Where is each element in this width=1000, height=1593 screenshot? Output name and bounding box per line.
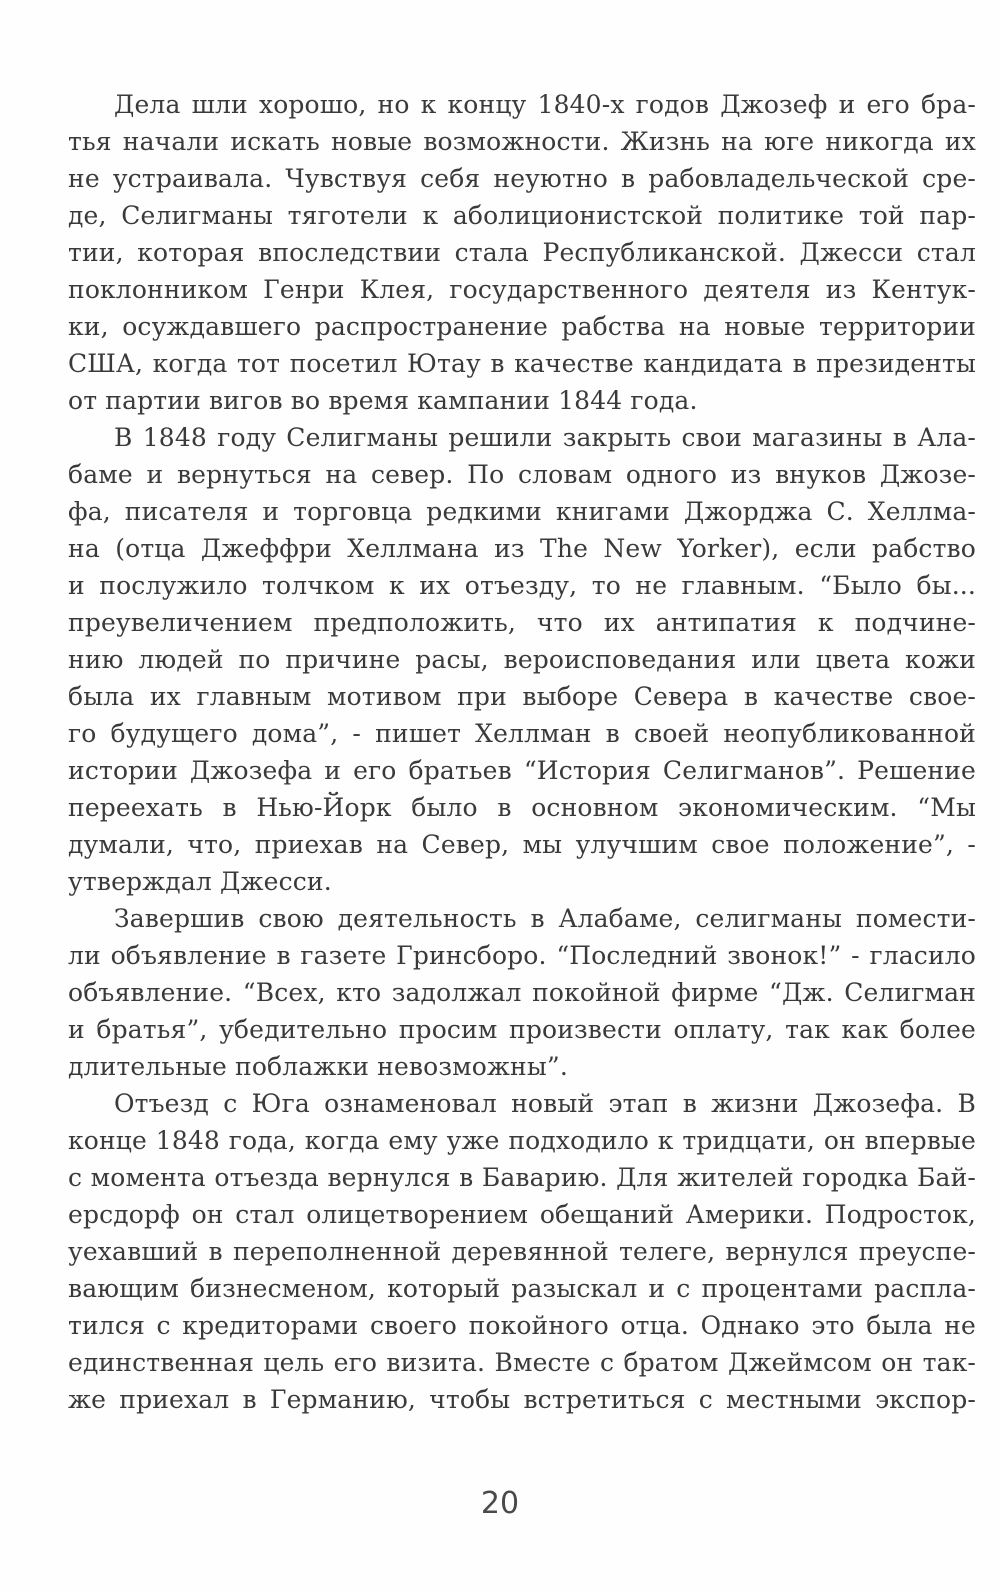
- text-line: объявление. “Всех, кто задолжал покойной фирме “Дж. Селигман: [68, 978, 976, 1007]
- text-line: конце 1848 года, когда ему уже подходило к тридцати, он впервые: [68, 1126, 976, 1155]
- body-text: [68, 86, 976, 1418]
- paragraph-3: [68, 900, 976, 1085]
- text-line: ли объявление в газете Гринсборо. “Последний звонок!” - гласило: [68, 941, 976, 970]
- text-line: ерсдорф он стал олицетворением обещаний Америки. Подросток,: [68, 1200, 976, 1229]
- text-line: истории Джозефа и его братьев “История Селигманов”. Решение: [68, 756, 976, 785]
- text-line: поклонником Генри Клея, государственного деятеля из Кентук-: [68, 275, 976, 304]
- text-line: и послужило толчком к их отъезду, то не главным. “Было бы...: [68, 571, 976, 600]
- text-line: от партии вигов во время кампании 1844 года.: [68, 386, 698, 415]
- text-line: баме и вернуться на север. По словам одного из внуков Джозе-: [68, 460, 976, 489]
- text-line: утверждал Джесси.: [68, 867, 332, 896]
- text-line: США, когда тот посетил Ютау в качестве кандидата в президенты: [68, 349, 976, 378]
- text-line: В 1848 году Селигманы решили закрыть свои магазины в Ала-: [114, 423, 976, 452]
- text-line: Отъезд с Юга ознаменовал новый этап в жизни Джозефа. В: [114, 1089, 976, 1118]
- text-line: Дела шли хорошо, но к концу 1840-х годов Джозеф и его бра-: [114, 90, 976, 119]
- page-number: 20: [480, 1486, 520, 1521]
- text-line: фа, писателя и торговца редкими книгами Джорджа С. Хеллма-: [68, 497, 976, 526]
- text-line: го будущего дома”, - пишет Хеллман в своей неопубликованной: [68, 719, 976, 748]
- paragraph-1: [68, 86, 976, 419]
- text-line: тился с кредиторами своего покойного отца. Однако это была не: [68, 1311, 976, 1340]
- paragraph-2: [68, 419, 976, 900]
- text-line: уехавший в переполненной деревянной телеге, вернулся преуспе-: [68, 1237, 976, 1266]
- text-line: де, Селигманы тяготели к аболиционистской политике той пар-: [68, 201, 976, 230]
- text-line: длительные поблажки невозможны”.: [68, 1052, 568, 1081]
- paragraph-4: [68, 1085, 976, 1418]
- text-line: нию людей по причине расы, вероисповедания или цвета кожи: [68, 645, 976, 674]
- text-line: вающим бизнесменом, который разыскал и с процентами распла-: [68, 1274, 976, 1303]
- text-line: единственная цель его визита. Вместе с братом Джеймсом он так-: [68, 1348, 976, 1377]
- text-line: ки, осуждавшего распространение рабства на новые территории: [68, 312, 976, 341]
- text-line: же приехал в Германию, чтобы встретиться с местными экспор-: [68, 1385, 976, 1414]
- text-line: тья начали искать новые возможности. Жизнь на юге никогда их: [68, 127, 976, 156]
- text-line: с момента отъезда вернулся в Баварию. Для жителей городка Бай-: [68, 1163, 976, 1192]
- text-line: думали, что, приехав на Север, мы улучшим свое положение”, -: [68, 830, 976, 859]
- text-line: преувеличением предположить, что их антипатия к подчине-: [68, 608, 976, 637]
- text-line: Завершив свою деятельность в Алабаме, селигманы помести-: [114, 904, 976, 933]
- text-line: на (отца Джеффри Хеллмана из The New Yorker), если рабство: [68, 534, 976, 563]
- text-line: была их главным мотивом при выборе Севера в качестве свое-: [68, 682, 976, 711]
- text-line: и братья”, убедительно просим произвести оплату, так как более: [68, 1015, 976, 1044]
- text-line: не устраивала. Чувствуя себя неуютно в рабовладельческой сре-: [68, 164, 976, 193]
- text-line: переехать в Нью-Йорк было в основном экономическим. “Мы: [68, 793, 976, 822]
- text-line: тии, которая впоследствии стала Республиканской. Джесси стал: [68, 238, 976, 267]
